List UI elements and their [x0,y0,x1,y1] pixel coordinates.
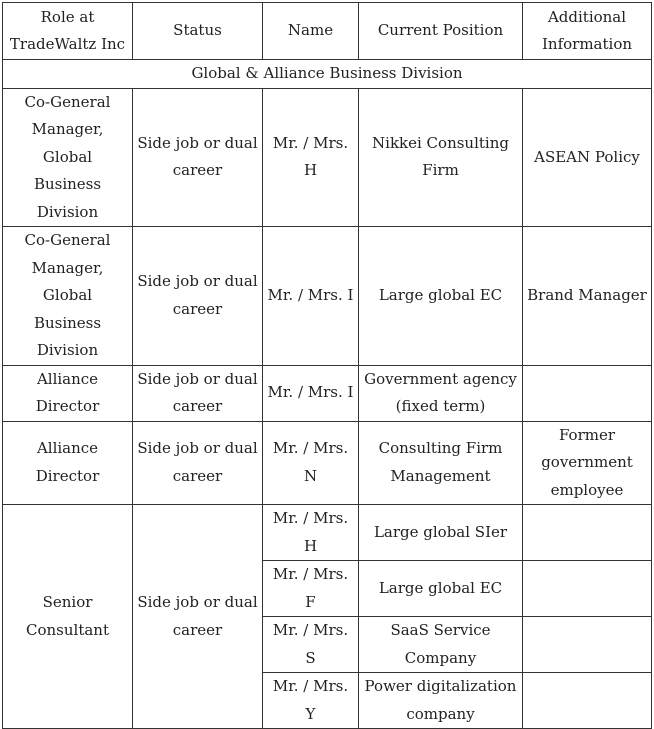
role-cell: Alliance Director [3,365,133,421]
position-cell: Large global SIer [359,505,523,561]
position-cell: Large global EC [359,561,523,617]
status-cell: Side job or dual career [133,421,263,505]
group-status-cell: Side job or dual career [133,505,263,729]
name-cell: Mr. / Mrs. S [263,617,359,673]
info-cell [523,673,652,729]
section-row [3,60,652,89]
name-cell: Mr. / Mrs. H [263,88,359,227]
name-cell: Mr. / Mrs. H [263,505,359,561]
position-cell: Consulting Firm Management [359,421,523,505]
header-row [3,3,652,60]
info-cell: Former government employee [523,421,652,505]
position-cell: Nikkei Consulting Firm [359,88,523,227]
group-role-cell: Senior Consultant [3,505,133,729]
table-row [3,227,652,366]
status-cell: Side job or dual career [133,88,263,227]
header-info: Additional Information [523,3,652,60]
position-cell: Large global EC [359,227,523,366]
name-cell: Mr. / Mrs. N [263,421,359,505]
position-cell: SaaS Service Company [359,617,523,673]
role-cell: Co-General Manager, Global Business Division [3,88,133,227]
name-cell: Mr. / Mrs. Y [263,673,359,729]
info-cell: ASEAN Policy [523,88,652,227]
section-title: Global & Alliance Business Division [3,60,652,89]
status-cell: Side job or dual career [133,227,263,366]
info-cell [523,561,652,617]
header-status: Status [133,3,263,60]
header-name: Name [263,3,359,60]
status-cell: Side job or dual career [133,365,263,421]
header-role: Role at TradeWaltz Inc [3,3,133,60]
staff-table [2,2,652,729]
info-cell [523,365,652,421]
table-row [3,505,652,561]
table-row [3,421,652,505]
info-cell [523,617,652,673]
role-cell: Co-General Manager, Global Business Division [3,227,133,366]
position-cell: Government agency (fixed term) [359,365,523,421]
name-cell: Mr. / Mrs. F [263,561,359,617]
name-cell: Mr. / Mrs. I [263,365,359,421]
role-cell: Alliance Director [3,421,133,505]
table-row [3,365,652,421]
header-position: Current Position [359,3,523,60]
position-cell: Power digitalization company [359,673,523,729]
info-cell: Brand Manager [523,227,652,366]
info-cell [523,505,652,561]
table-row [3,88,652,227]
name-cell: Mr. / Mrs. I [263,227,359,366]
